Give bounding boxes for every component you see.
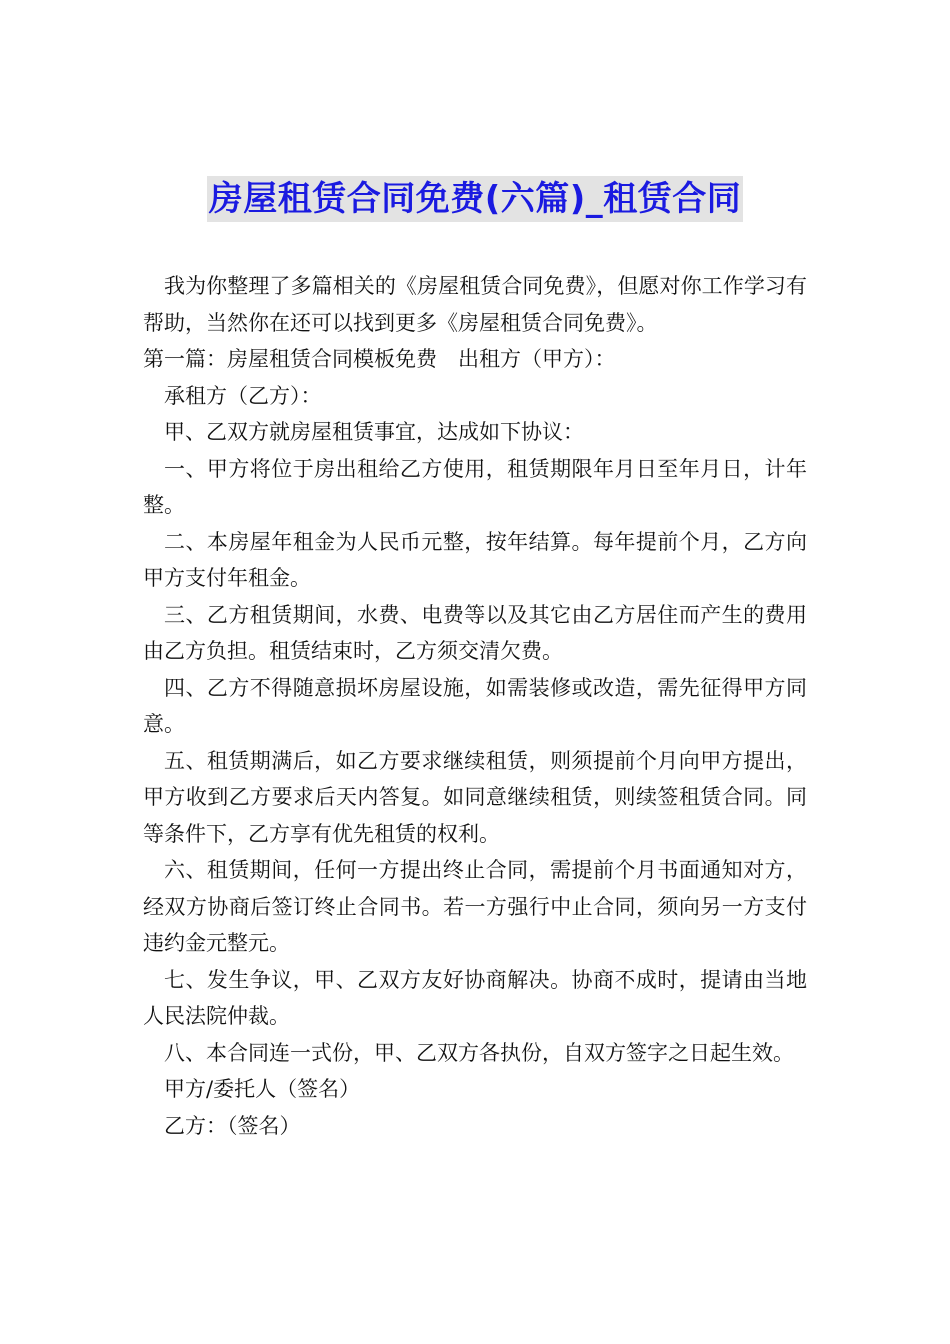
clause-6: 六、租赁期间，任何一方提出终止合同，需提前个月书面通知对方，经双方协商后签订终止合同书。若一方强行中止合同，须向另一方支付违约金元整元。	[143, 858, 807, 955]
clause-4: 四、乙方不得随意损坏房屋设施，如需装修或改造，需先征得甲方同意。	[143, 675, 807, 736]
lessee-line: 承租方（乙方）：	[164, 383, 322, 408]
clause-7: 七、发生争议，甲、乙双方友好协商解决。协商不成时，提请由当地人民法院仲裁。	[143, 967, 807, 1028]
title-wrapper	[0, 176, 950, 222]
clause-8: 八、本合同连一式份，甲、乙双方各执份，自双方签字之日起生效。	[164, 1040, 794, 1065]
clause-1: 一、甲方将位于房出租给乙方使用，租赁期限年月日至年月日，计年整。	[143, 456, 807, 517]
intro-paragraph: 我为你整理了多篇相关的《房屋租赁合同免费》，但愿对你工作学习有帮助，当然你在还可以找到更多《房屋租赁合同免费》。	[143, 274, 807, 335]
signature-party-b: 乙方：（签名）	[164, 1113, 301, 1138]
signature-party-a: 甲方/委托人（签名）	[164, 1077, 361, 1101]
section-heading: 第一篇：房屋租赁合同模板免费 出租方（甲方）：	[143, 347, 616, 371]
agreement-line: 甲、乙双方就房屋租赁事宜，达成如下协议：	[164, 420, 584, 444]
document-body	[143, 268, 807, 1144]
document-title: 房屋租赁合同免费(六篇)_租赁合同	[207, 176, 744, 222]
clause-5: 五、租赁期满后，如乙方要求继续租赁，则须提前个月向甲方提出，甲方收到乙方要求后天内答复。如同意继续租赁，则续签租赁合同。同等条件下，乙方享有优先租赁的权利。	[143, 748, 807, 846]
clause-3: 三、乙方租赁期间，水费、电费等以及其它由乙方居住而产生的费用由乙方负担。租赁结束时，乙方须交清欠费。	[143, 602, 807, 663]
clause-2: 二、本房屋年租金为人民币元整，按年结算。每年提前个月，乙方向甲方支付年租金。	[143, 529, 807, 590]
